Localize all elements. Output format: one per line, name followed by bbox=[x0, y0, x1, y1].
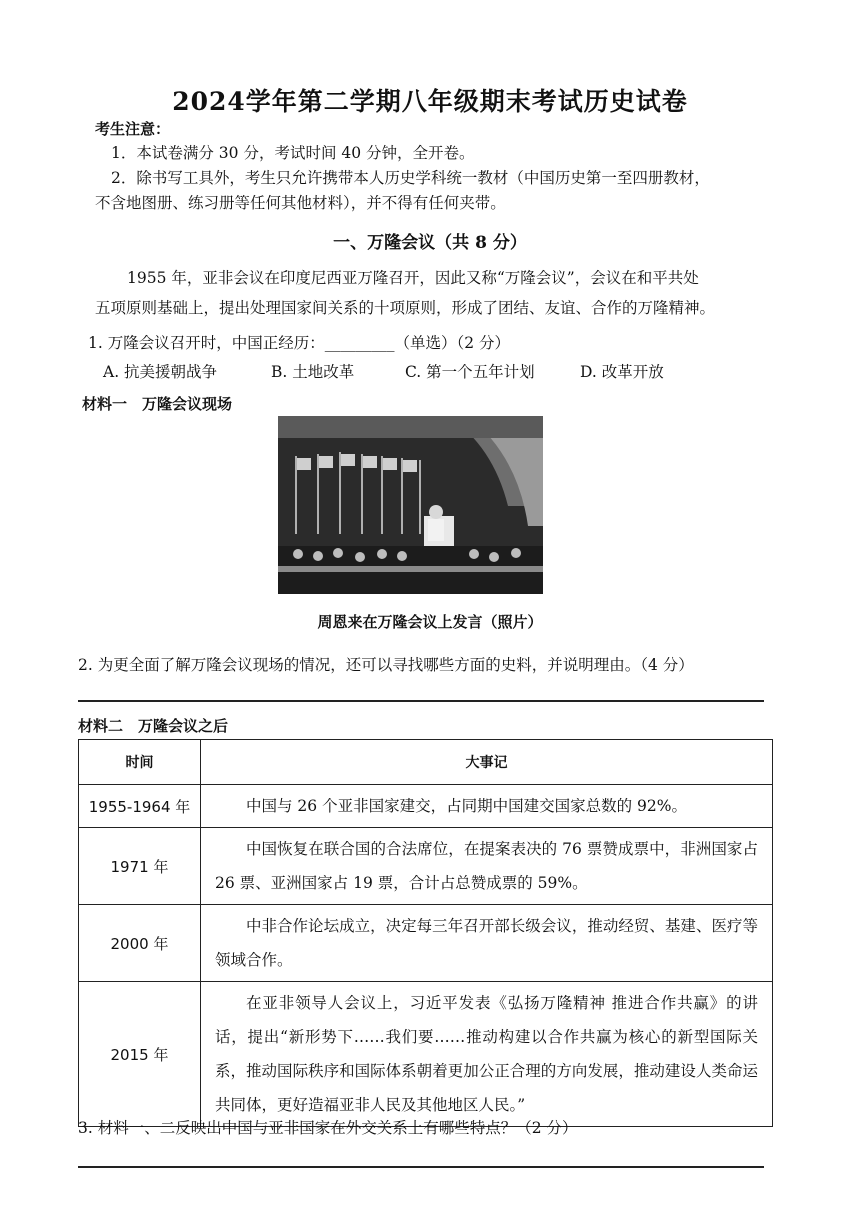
photo-caption: 周恩来在万隆会议上发言（照片） bbox=[317, 613, 543, 631]
table-header-row bbox=[79, 740, 773, 785]
section-1-intro-2: 五项原则基础上，提出处理国家间关系的十项原则，形成了团结、友谊、合作的万隆精神。 bbox=[95, 299, 716, 317]
question-3: 3. 材料一、二反映出中国与亚非国家在外交关系上有哪些特点？（2 分） bbox=[78, 1119, 578, 1137]
row-event: 中非合作论坛成立，决定每三年召开部长级会议，推动经贸、基建、医疗等领域合作。 bbox=[201, 905, 773, 982]
table-row bbox=[79, 785, 773, 828]
option-c: C. 第一个五年计划 bbox=[405, 363, 535, 381]
notice-item-2-cont: 不含地图册、练习册等任何其他材料），并不得有任何夹带。 bbox=[95, 194, 506, 212]
question-1-blank: _________ bbox=[324, 334, 395, 352]
question-1-tail: （单选）（2 分） bbox=[394, 334, 511, 352]
row-year: 1971 年 bbox=[79, 828, 201, 905]
conference-photo-image bbox=[278, 416, 543, 594]
notice-item-1: 1．本试卷满分 30 分，考试时间 40 分钟，全开卷。 bbox=[111, 144, 475, 162]
answer-line-3[interactable] bbox=[78, 1166, 764, 1168]
answer-line-2[interactable] bbox=[78, 700, 764, 702]
option-d: D. 改革开放 bbox=[580, 363, 664, 381]
section-1-intro-1: 1955 年，亚非会议在印度尼西亚万隆召开，因此又称“万隆会议”，会议在和平共处 bbox=[127, 269, 699, 287]
header-events: 大事记 bbox=[201, 740, 773, 785]
events-table bbox=[78, 739, 773, 1127]
material-2-label: 材料二 万隆会议之后 bbox=[78, 717, 229, 735]
section-1-title: 一、万隆会议（共 8 分） bbox=[333, 233, 527, 253]
row-event: 中国恢复在联合国的合法席位，在提案表决的 76 票赞成票中，非洲国家占 26 票、亚洲国家占 19 票，合计占总赞成票的 59%。 bbox=[201, 828, 773, 905]
notice-heading: 考生注意： bbox=[95, 120, 171, 138]
option-a: A. 抗美援朝战争 bbox=[103, 363, 218, 381]
table-row bbox=[79, 982, 773, 1127]
option-b: B. 土地改革 bbox=[271, 363, 355, 381]
notice-item-2: 2．除书写工具外，考生只允许携带本人历史学科统一教材（中国历史第一至四册教材， bbox=[111, 169, 710, 187]
row-event: 中国与 26 个亚非国家建交，占同期中国建交国家总数的 92%。 bbox=[201, 785, 773, 828]
question-1-options bbox=[103, 360, 664, 382]
table-row bbox=[79, 828, 773, 905]
conference-photo bbox=[278, 416, 543, 594]
table-row bbox=[79, 905, 773, 982]
material-1-label: 材料一 万隆会议现场 bbox=[82, 395, 233, 413]
question-1 bbox=[88, 331, 510, 353]
exam-title: 2024学年第二学期八年级期末考试历史试卷 bbox=[172, 87, 688, 116]
header-time: 时间 bbox=[79, 740, 201, 785]
question-2: 2. 为更全面了解万隆会议现场的情况，还可以寻找哪些方面的史料，并说明理由。（4 分） bbox=[78, 656, 694, 674]
row-event: 在亚非领导人会议上，习近平发表《弘扬万隆精神 推进合作共赢》的讲话，提出“新形势下……我们要……推动构建以合作共赢为核心的新型国际关系，推动国际秩序和国际体系朝着更加公正合理的方向发展，推动建设人类命运共同体，更好造福亚非人民及其他地区人民。” bbox=[201, 982, 773, 1127]
row-year: 2000 年 bbox=[79, 905, 201, 982]
row-year: 2015 年 bbox=[79, 982, 201, 1127]
row-year: 1955-1964 年 bbox=[79, 785, 201, 828]
question-1-stem: 1. 万隆会议召开时，中国正经历： bbox=[88, 334, 325, 352]
